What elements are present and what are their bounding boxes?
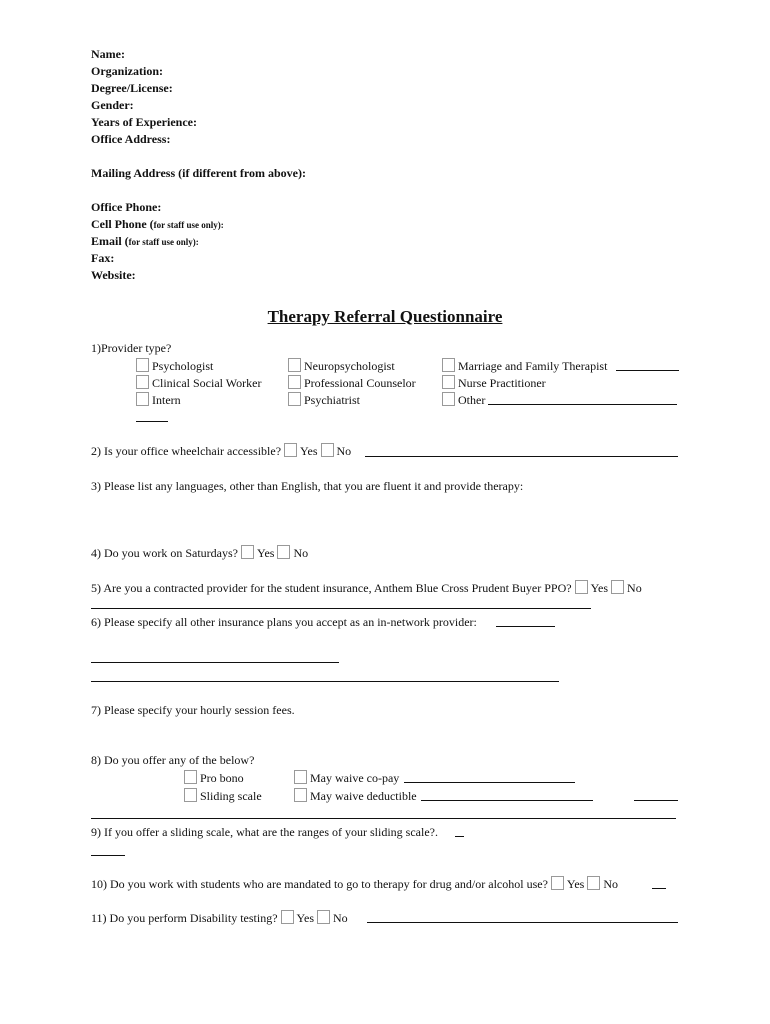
q6-label: 6) Please specify all other insurance plans you accept as an in-network provider: (91, 615, 477, 629)
checkbox[interactable] (442, 358, 455, 372)
q2-label: 2) Is your office wheelchair accessible? (91, 444, 282, 458)
option-label: May waive co-pay (310, 771, 400, 785)
q3-label: 3) Please list any languages, other than English, that you are fluent it and provide therapy: (91, 479, 524, 493)
no-checkbox[interactable] (277, 545, 290, 559)
q6-blank-line-inline[interactable] (496, 626, 555, 627)
q6-blank-line-1[interactable] (91, 662, 339, 663)
email-note: for staff use only): (128, 237, 199, 247)
q9-blank-line-inline[interactable] (455, 836, 464, 837)
q2-blank-line[interactable] (365, 456, 678, 457)
no-checkbox[interactable] (321, 443, 334, 457)
checkbox[interactable] (136, 392, 149, 406)
q11-label: 11) Do you perform Disability testing? (91, 911, 278, 925)
option-pro-bono[interactable] (184, 770, 244, 786)
checkbox[interactable] (442, 375, 455, 389)
mailing-address-label: Mailing Address (if different from above): (91, 166, 306, 180)
q9-blank-line[interactable] (91, 855, 125, 856)
no-label: No (293, 546, 309, 560)
checkbox[interactable] (294, 770, 307, 784)
name-label: Name: (91, 47, 125, 61)
q10-row (91, 876, 618, 892)
option-waive-copay[interactable] (294, 770, 399, 786)
option-label: Marriage and Family Therapist (458, 359, 608, 373)
deductible-blank-line[interactable] (421, 800, 593, 801)
office-phone-label: Office Phone: (91, 200, 162, 214)
option-label: Clinical Social Worker (152, 376, 262, 390)
yes-checkbox[interactable] (551, 876, 564, 890)
no-label: No (333, 911, 348, 925)
option-waive-deductible[interactable] (294, 788, 417, 804)
mft-blank-line[interactable] (616, 370, 679, 371)
checkbox[interactable] (136, 358, 149, 372)
email-label (91, 233, 199, 251)
option-psychiatrist[interactable] (288, 392, 360, 408)
checkbox[interactable] (184, 788, 197, 802)
no-label: No (603, 877, 619, 891)
yes-checkbox[interactable] (575, 580, 588, 594)
option-label: Sliding scale (200, 789, 262, 803)
no-checkbox[interactable] (587, 876, 600, 890)
option-sliding-scale[interactable] (184, 788, 262, 804)
checkbox[interactable] (184, 770, 197, 784)
checkbox[interactable] (442, 392, 455, 406)
page-title: Therapy Referral Questionnaire (267, 307, 503, 326)
no-checkbox[interactable] (317, 910, 330, 924)
yes-checkbox[interactable] (241, 545, 254, 559)
degree-label: Degree/License: (91, 81, 173, 95)
experience-label: Years of Experience: (91, 115, 197, 129)
q10-blank-line[interactable] (652, 888, 666, 889)
yes-label: Yes (590, 581, 609, 595)
cell-phone-text: Cell Phone ( (91, 217, 154, 231)
option-other[interactable] (442, 392, 485, 408)
q1-label: 1)Provider type? (91, 341, 172, 355)
website-label: Website: (91, 268, 136, 282)
option-clinical-social-worker[interactable] (136, 375, 261, 391)
q8-side-blank-line[interactable] (634, 800, 678, 801)
q4-row (91, 545, 308, 561)
checkbox[interactable] (288, 392, 301, 406)
q5-label: 5) Are you a contracted provider for the student insurance, Anthem Blue Cross Prudent Buyer PPO? (91, 581, 572, 595)
q11-blank-line[interactable] (367, 922, 678, 923)
no-label: No (627, 581, 642, 595)
q9-label: 9) If you offer a sliding scale, what are the ranges of your sliding scale?. (91, 825, 438, 839)
no-label: No (336, 444, 352, 458)
q7-label: 7) Please specify your hourly session fees. (91, 703, 295, 717)
yes-label: Yes (296, 911, 314, 925)
yes-label: Yes (300, 444, 318, 458)
option-label: Professional Counselor (304, 376, 416, 390)
option-label: Psychologist (152, 359, 214, 373)
q4-label: 4) Do you work on Saturdays? (91, 546, 238, 560)
email-text: Email ( (91, 234, 129, 248)
option-label: Intern (152, 393, 181, 407)
option-label: Nurse Practitioner (458, 376, 546, 390)
option-label: Pro bono (200, 771, 244, 785)
q8-blank-line[interactable] (91, 818, 676, 819)
option-label: Psychiatrist (304, 393, 360, 407)
q10-label: 10) Do you work with students who are mandated to go to therapy for drug and/or alcohol use? (91, 877, 548, 891)
option-label: Other (458, 393, 486, 407)
q11-row (91, 910, 348, 926)
other-blank-line[interactable] (488, 404, 677, 405)
q5-row (91, 580, 642, 596)
yes-label: Yes (256, 546, 275, 560)
checkbox[interactable] (288, 358, 301, 372)
option-professional-counselor[interactable] (288, 375, 416, 391)
yes-checkbox[interactable] (284, 443, 297, 457)
office-address-label: Office Address: (91, 132, 171, 146)
intern-blank-line[interactable] (136, 421, 168, 422)
option-label: May waive deductible (310, 789, 417, 803)
checkbox[interactable] (136, 375, 149, 389)
fax-label: Fax: (91, 251, 115, 265)
copay-blank-line[interactable] (404, 782, 575, 783)
q5-blank-line[interactable] (91, 608, 591, 609)
yes-checkbox[interactable] (281, 910, 294, 924)
option-label: Neuropsychologist (304, 359, 395, 373)
option-mft[interactable] (442, 358, 607, 374)
q2-row (91, 443, 351, 459)
cell-phone-note: for staff use only): (153, 220, 224, 230)
gender-label: Gender: (91, 98, 134, 112)
option-intern[interactable] (136, 392, 181, 408)
cell-phone-label (91, 216, 224, 234)
option-psychologist[interactable] (136, 358, 213, 374)
q6-blank-line-2[interactable] (91, 681, 559, 682)
checkbox[interactable] (294, 788, 307, 802)
organization-label: Organization: (91, 64, 163, 78)
option-nurse-practitioner[interactable] (442, 375, 546, 391)
yes-label: Yes (566, 877, 585, 891)
no-checkbox[interactable] (611, 580, 624, 594)
checkbox[interactable] (288, 375, 301, 389)
q8-label: 8) Do you offer any of the below? (91, 753, 255, 767)
option-neuropsychologist[interactable] (288, 358, 395, 374)
